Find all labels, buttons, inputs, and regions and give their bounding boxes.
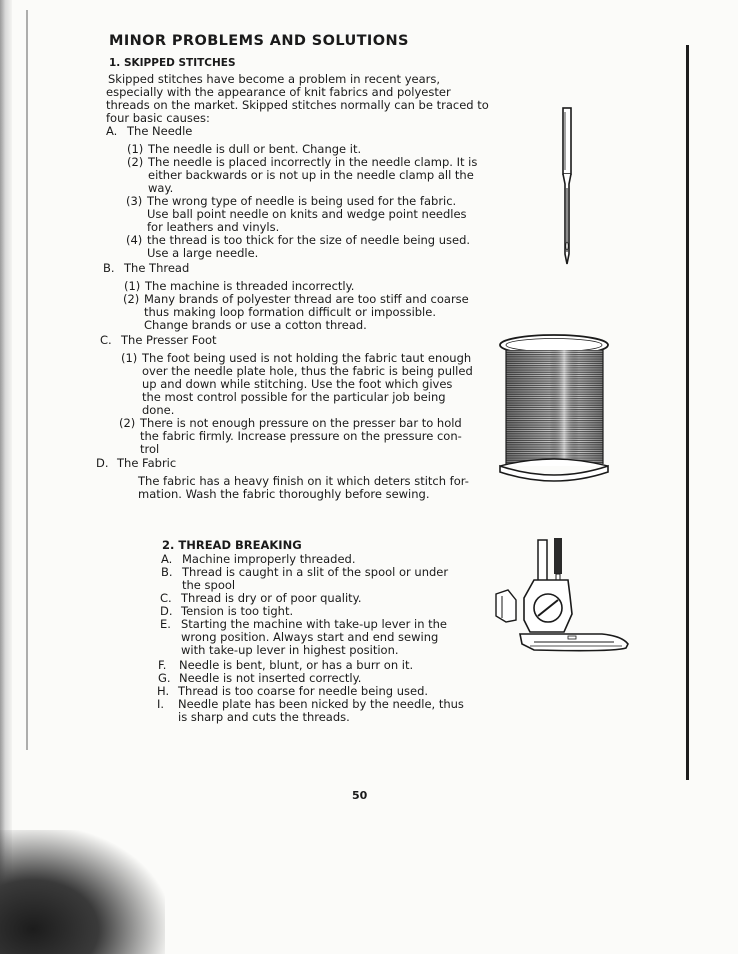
subsection-label: C. [100, 333, 112, 347]
item-number: (3) [126, 194, 143, 208]
item-letter: B. [161, 565, 173, 579]
intro-line: four basic causes: [106, 111, 210, 125]
item-line: The foot being used is not holding the fabric taut enough [142, 351, 472, 365]
item-letter: F. [158, 658, 167, 672]
item-number: (1) [121, 351, 138, 365]
item-line: Thread is caught in a slit of the spool or under [182, 565, 449, 579]
intro-line: threads on the market. Skipped stitches normally can be traced to [106, 98, 489, 112]
intro-line: especially with the appearance of knit fabrics and polyester [106, 85, 451, 99]
paragraph-line: mation. Wash the fabric thoroughly before sewing. [138, 487, 430, 501]
item-line: trol [140, 442, 160, 456]
item-line: wrong position. Always start and end sewing [181, 630, 439, 644]
item-letter: D. [160, 604, 173, 618]
subsection-label: A. [106, 124, 118, 138]
item-line: the spool [182, 578, 236, 592]
subsection-label: B. [103, 261, 115, 275]
subsection-title-thread: The Thread [124, 261, 190, 275]
section-heading-skipped-stitches: 1. SKIPPED STITCHES [109, 57, 236, 69]
margin-rule [686, 45, 689, 780]
item-line: Starting the machine with take-up lever in the [181, 617, 448, 631]
item-number: (2) [127, 155, 144, 169]
item-line: Thread is too coarse for needle being used. [178, 684, 429, 698]
item-line: way. [148, 181, 174, 195]
item-line: Needle plate has been nicked by the needle, thus [178, 697, 464, 711]
needle-illustration [552, 104, 582, 268]
item-line: Tension is too tight. [181, 604, 294, 618]
item-line: done. [142, 403, 175, 417]
subsection-title-fabric: The Fabric [117, 456, 177, 470]
item-line: Machine improperly threaded. [182, 552, 356, 566]
page-title: MINOR PROBLEMS AND SOLUTIONS [109, 33, 409, 49]
item-number: (2) [123, 292, 140, 306]
item-letter: H. [157, 684, 170, 698]
item-number: (2) [119, 416, 136, 430]
item-line: Use ball point needle on knits and wedge point needles [147, 207, 467, 221]
item-line: either backwards or is not up in the needle clamp all the [148, 168, 474, 182]
scan-corner-smudge [0, 830, 165, 954]
item-line: with take-up lever in highest position. [181, 643, 399, 657]
item-line: the thread is too thick for the size of needle being used. [147, 233, 471, 247]
item-line: The wrong type of needle is being used for the fabric. [147, 194, 457, 208]
presser-foot-illustration [494, 536, 634, 664]
item-line: The needle is placed incorrectly in the needle clamp. It is [148, 155, 478, 169]
item-letter: G. [158, 671, 171, 685]
subsection-title-presser-foot: The Presser Foot [121, 333, 217, 347]
item-line: The needle is dull or bent. Change it. [148, 142, 362, 156]
intro-line: Skipped stitches have become a problem in recent years, [108, 72, 440, 86]
item-letter: A. [161, 552, 173, 566]
item-number: (4) [126, 233, 143, 247]
item-line: thus making loop formation difficult or impossible. [144, 305, 436, 319]
item-letter: I. [157, 697, 165, 711]
item-line: the most control possible for the particular job being [142, 390, 446, 404]
scan-shadow-line [26, 10, 28, 750]
item-line: Needle is bent, blunt, or has a burr on it. [179, 658, 414, 672]
item-line: Change brands or use a cotton thread. [144, 318, 367, 332]
section-heading-thread-breaking: 2. THREAD BREAKING [162, 538, 302, 552]
item-line: Many brands of polyester thread are too stiff and coarse [144, 292, 469, 306]
item-letter: C. [160, 591, 172, 605]
paragraph-line: The fabric has a heavy finish on it which deters stitch for- [138, 474, 469, 488]
page-binding-edge [0, 0, 12, 954]
item-line: the fabric firmly. Increase pressure on the pressure con- [140, 429, 462, 443]
item-line: Use a large needle. [147, 246, 259, 260]
item-line: up and down while stitching. Use the foot which gives [142, 377, 453, 391]
item-number: (1) [127, 142, 144, 156]
item-line: Thread is dry or of poor quality. [181, 591, 362, 605]
item-line: There is not enough pressure on the presser bar to hold [140, 416, 462, 430]
item-line: The machine is threaded incorrectly. [145, 279, 355, 293]
item-number: (1) [124, 279, 141, 293]
page-number: 50 [352, 789, 368, 802]
item-line: is sharp and cuts the threads. [178, 710, 350, 724]
subsection-label: D. [96, 456, 109, 470]
subsection-title-needle: The Needle [127, 124, 193, 138]
item-line: for leathers and vinyls. [147, 220, 280, 234]
spool-illustration [496, 332, 616, 484]
item-line: Needle is not inserted correctly. [179, 671, 362, 685]
item-line: over the needle plate hole, thus the fabric is being pulled [142, 364, 473, 378]
item-letter: E. [160, 617, 171, 631]
